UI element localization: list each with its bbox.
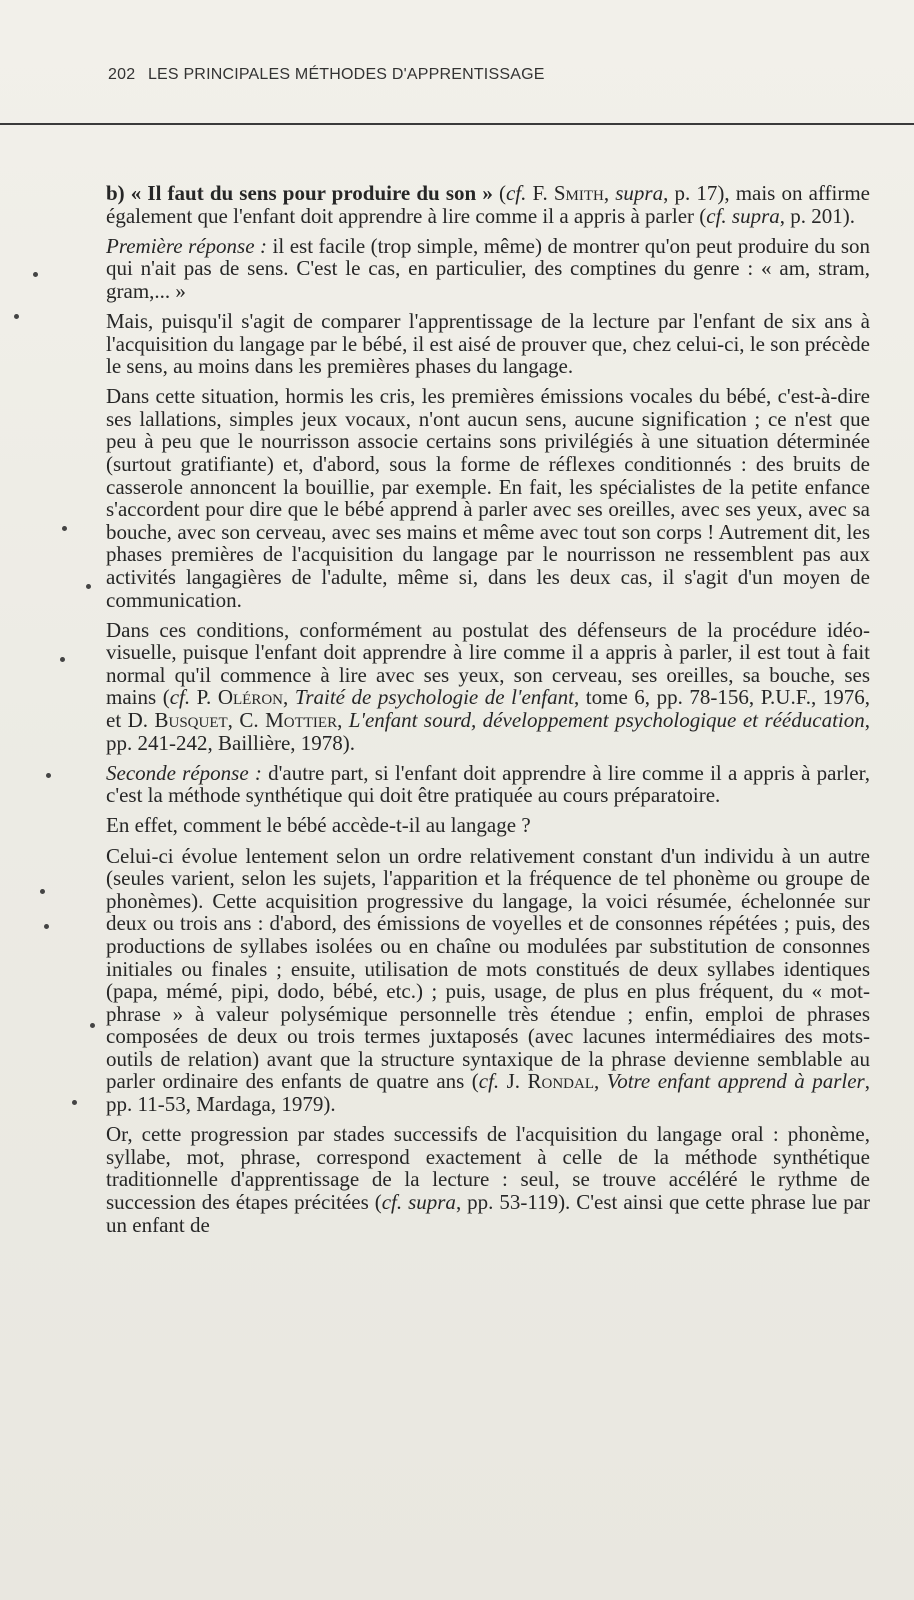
section-heading: b) « Il faut du sens pour produire du son »	[106, 181, 493, 205]
text-run: Dans ces conditions, conformément au postulat des défenseurs de la procédure idéo-visuelle, puisque l'enfant doit apprendre à lire comme il a appris à parler, il est tout à fait normal qu'il commence à lire avec ses yeux, son cerveau, ses oreilles, sa bouche, ses mains (	[106, 617, 870, 710]
margin-speck	[72, 1100, 77, 1105]
text-run: ,	[283, 685, 295, 710]
text-run: ,	[594, 1069, 607, 1094]
text-run: Celui-ci évolue lentement selon un ordre relativement constant d'un individu à un autre (seules varient, selon les sujets, l'apparition et la fréquence de tel phonème ou groupe de phonèmes). Cette acquisition progressive du langage, la voici résumée, échelonnée sur deux ou trois ans : d'abord, des émissions de voyelles et de consonnes répétées ; puis, des productions de syllabes isolées ou en chaîne ou modulées par substitution de consonnes initiales ou finales ; ensuite, utilisation de mots constitués de deux syllabes identiques (papa, mémé, pipi, dodo, bébé, etc.) ; puis, usage, de plus en plus fréquent, du « mot-phrase » à valeur polysémique personnelle très étendue ; enfin, emploi de phrases composées de deux ou trois termes juxtaposés (avec lacunes intermédiaires des mots-outils de relation) avant que la structure syntaxique de la phrase devienne semblable au parler ordinaire des enfants de quatre ans (	[106, 843, 870, 1094]
paragraph-9	[106, 1123, 870, 1236]
running-head	[108, 66, 545, 84]
book-title: Votre enfant apprend à parler	[606, 1069, 865, 1094]
response-label: Première réponse :	[106, 233, 268, 258]
margin-speck	[90, 1023, 95, 1028]
text-run: , tome 6, pp. 78-156, P.U.F., 1976, et D.	[106, 685, 871, 733]
paragraph-1	[106, 182, 870, 227]
cf-abbrev: cf. supra	[381, 1189, 456, 1214]
text-run: ,	[603, 181, 616, 205]
text-run: , C.	[227, 708, 266, 733]
paragraph-7: En effet, comment le bébé accède-t-il au langage ?	[106, 813, 531, 838]
book-title: L'enfant sourd, développement psychologique et rééducation	[348, 708, 865, 733]
text-run: , pp. 241-242, Baillière, 1978).	[106, 708, 870, 755]
supra-abbrev: supra	[615, 181, 664, 205]
book-title: Traité de psychologie de l'enfant	[294, 685, 574, 710]
text-run: ,	[337, 708, 349, 733]
cf-abbrev: cf.	[478, 1069, 500, 1094]
text-run: , pp. 53-119). C'est ainsi que cette phrase lue par un enfant de	[106, 1189, 871, 1237]
paragraph-5	[106, 619, 870, 755]
text-run: F.	[526, 181, 554, 205]
paragraph-3: Mais, puisqu'il s'agit de comparer l'apprentissage de la lecture par l'enfant de six ans à l'acquisition du langage par le bébé, il est aisé de prouver que, chez celui-ci, le son précède le sens, au moins dans les premières phases du langage.	[106, 308, 870, 379]
author-name: Oléron	[217, 685, 283, 710]
text-run: d'autre part, si l'enfant doit apprendre à lire comme il a appris à parler, c'est la méthode synthétique qui doit être pratiquée au cours préparatoire.	[106, 760, 870, 808]
text-run: , pp. 11-53, Mardaga, 1979).	[106, 1069, 870, 1117]
text-run: Or, cette progression par stades successifs de l'acquisition du langage oral : phonème, syllabe, mot, phrase, correspond exactement à celle de la méthode synthétique traditionnelle d'apprentissage de la lecture : seul, se trouve accéléré le rythme de succession des étapes précitées (	[106, 1122, 870, 1214]
text-run: (	[492, 181, 506, 205]
response-label: Seconde réponse :	[106, 760, 262, 785]
author-name: Busquet	[154, 708, 228, 733]
text-run: J.	[499, 1069, 528, 1094]
margin-speck	[14, 314, 19, 319]
author-name: Smith	[553, 181, 604, 205]
paragraph-2	[106, 235, 870, 303]
body-text	[106, 182, 870, 1244]
page-number: 202	[108, 66, 136, 83]
running-title: LES PRINCIPALES MÉTHODES D'APPRENTISSAGE	[147, 66, 545, 83]
text-run: , p. 17), mais on affirme également que l'enfant doit apprendre à lire comme il a appris à parler (	[106, 181, 871, 228]
text-run: , p. 201).	[779, 203, 856, 228]
author-name: Mottier	[265, 708, 338, 733]
cf-abbrev: cf.	[505, 181, 527, 205]
margin-speck	[44, 924, 49, 929]
margin-speck	[46, 773, 51, 778]
margin-speck	[86, 584, 91, 589]
paragraph-4: Dans cette situation, hormis les cris, les premières émissions vocales du bébé, c'est-à-dire ses lallations, simples jeux vocaux, n'ont aucun sens, aucune signification ; ce n'est que peu à peu que le nourrisson associe certains sons privilégiés à une situation déterminée (surtout gratifiante) et, d'abord, sous la forme de réflexes conditionnés : des bruits de casserole annoncent la bouillie, par exemple. En fait, les spécialistes de la petite enfance s'accordent pour dire que le bébé apprend à parler avec ses oreilles, avec ses yeux, avec sa bouche, avec son cerveau, avec ses mains et même avec tout son corps ! Autrement dit, les phases premières de l'acquisition du langage par le nourrisson ne ressemblent pas aux activités langagières de l'adulte, même si, dans les deux cas, il s'agit d'un moyen de communication.	[106, 384, 870, 612]
cf-abbrev: cf. supra	[706, 203, 780, 228]
margin-speck	[62, 526, 67, 531]
text-run: il est facile (trop simple, même) de montrer qu'on peut produire du son qui n'ait pas de sens. C'est le cas, en particulier, des comptines du genre : « am, stram, gram,... »	[106, 233, 870, 303]
cf-abbrev: cf.	[169, 685, 191, 710]
author-name: Rondal	[527, 1069, 594, 1094]
margin-speck	[60, 657, 65, 662]
paragraph-6	[106, 762, 870, 807]
margin-speck	[40, 889, 45, 894]
text-run: P.	[190, 685, 218, 710]
margin-speck	[33, 272, 38, 277]
paragraph-8	[106, 845, 870, 1116]
header-rule	[0, 123, 914, 125]
